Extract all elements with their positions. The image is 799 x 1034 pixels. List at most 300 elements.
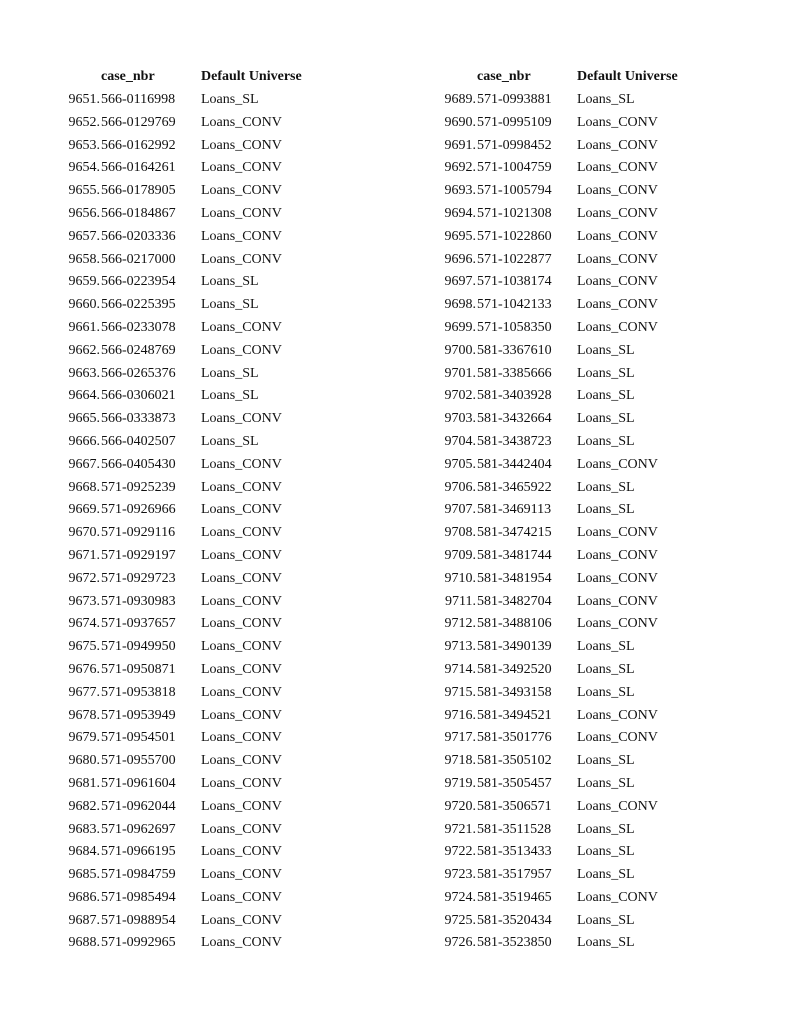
row-index: 9676. [68,661,100,677]
table-row [44,659,351,682]
row-index: 9695. [444,228,476,244]
table-row [44,226,351,249]
table-row [420,705,727,728]
table-row [420,249,727,272]
case-nbr-cell: 571-0950871 [101,661,176,677]
row-index: 9682. [68,798,100,814]
table-row [420,203,727,226]
universe-cell: Loans_CONV [201,319,282,335]
left-table [44,64,351,955]
universe-cell: Loans_CONV [577,251,658,267]
index-header [44,64,100,89]
case-nbr-cell: 571-0995109 [477,114,552,130]
case-nbr-cell: 571-0962697 [101,821,176,837]
universe-cell: Loans_SL [577,821,635,837]
header-row [44,64,351,89]
table-row [44,180,351,203]
row-index: 9666. [68,433,100,449]
row-index: 9655. [68,183,100,199]
case-nbr-cell: 566-0162992 [101,137,176,153]
row-index: 9684. [68,844,100,860]
table-row [420,135,727,158]
case-nbr-cell: 566-0233078 [101,319,176,335]
universe-cell: Loans_SL [201,297,259,313]
row-index: 9713. [444,639,476,655]
row-index: 9722. [444,844,476,860]
universe-cell: Loans_CONV [201,616,282,632]
case-nbr-cell: 571-0993881 [477,92,552,107]
table-row [44,545,351,568]
universe-cell: Loans_SL [201,388,259,404]
row-index: 9675. [68,639,100,655]
case-nbr-cell: 581-3482704 [477,593,552,609]
row-index: 9658. [68,251,100,267]
row-index: 9681. [68,775,100,791]
universe-cell: Loans_SL [577,502,635,518]
row-index: 9699. [444,319,476,335]
table-row [420,841,727,864]
row-index: 9667. [68,456,100,472]
universe-cell: Loans_SL [201,365,259,381]
right-table-body [420,89,727,955]
row-index: 9703. [444,411,476,427]
case-nbr-cell: 581-3493158 [477,684,552,700]
table-row [44,112,351,135]
universe-cell: Loans_CONV [201,411,282,427]
case-nbr-cell: 581-3474215 [477,525,552,541]
case-nbr-cell: 581-3511528 [477,821,552,837]
universe-cell: Loans_CONV [577,319,658,335]
row-index: 9718. [444,753,476,769]
universe-cell: Loans_CONV [577,707,658,723]
case-nbr-cell: 566-0217000 [101,251,176,267]
universe-cell: Loans_CONV [201,160,282,176]
case-nbr-cell: 571-1022877 [477,251,552,267]
table-row [420,499,727,522]
universe-cell: Loans_CONV [201,183,282,199]
table-row [420,727,727,750]
row-index: 9663. [68,365,100,381]
table-row [44,431,351,454]
table-row [44,89,351,112]
table-row [44,385,351,408]
case-nbr-cell: 566-0306021 [101,388,176,404]
case-nbr-cell: 566-0405430 [101,456,176,472]
universe-cell: Loans_CONV [577,547,658,563]
case-nbr-cell: 571-0953949 [101,707,176,723]
universe-cell: Loans_SL [577,433,635,449]
row-index: 9698. [444,297,476,313]
row-index: 9662. [68,342,100,358]
universe-cell: Loans_SL [577,775,635,791]
case-nbr-cell: 566-0164261 [101,160,176,176]
row-index: 9677. [68,684,100,700]
table-row [44,887,351,910]
case-nbr-cell: 581-3432664 [477,411,552,427]
index-header [420,64,476,89]
default-universe-header: Default Universe [577,69,678,84]
universe-cell: Loans_CONV [577,160,658,176]
case-nbr-cell: 581-3519465 [477,889,552,905]
universe-cell: Loans_CONV [577,114,658,130]
case-nbr-cell: 571-0929723 [101,570,176,586]
universe-cell: Loans_CONV [201,479,282,495]
row-index: 9714. [444,661,476,677]
universe-cell: Loans_CONV [201,661,282,677]
table-row [420,545,727,568]
row-index: 9725. [444,912,476,928]
case-nbr-cell: 571-0937657 [101,616,176,632]
table-row [44,864,351,887]
case-nbr-cell: 581-3490139 [477,639,552,655]
table-row [44,682,351,705]
universe-cell: Loans_CONV [577,183,658,199]
universe-cell: Loans_CONV [201,251,282,267]
row-index: 9708. [444,525,476,541]
universe-cell: Loans_CONV [577,228,658,244]
universe-cell: Loans_CONV [577,570,658,586]
header-row [420,64,727,89]
case-nbr-cell: 581-3403928 [477,388,552,404]
table-row [420,294,727,317]
default-universe-header: Default Universe [201,69,302,84]
table-row [44,705,351,728]
case-nbr-cell: 566-0248769 [101,342,176,358]
row-index: 9719. [444,775,476,791]
table-row [420,477,727,500]
table-row [44,271,351,294]
case-nbr-cell: 571-0954501 [101,730,176,746]
table-row [44,773,351,796]
case-nbr-cell: 581-3481744 [477,547,552,563]
case-nbr-cell: 571-0988954 [101,912,176,928]
universe-cell: Loans_CONV [201,912,282,928]
row-index: 9679. [68,730,100,746]
row-index: 9717. [444,730,476,746]
row-index: 9673. [68,593,100,609]
universe-cell: Loans_CONV [201,844,282,860]
table-row [44,499,351,522]
universe-cell: Loans_CONV [201,525,282,541]
case-nbr-cell: 581-3513433 [477,844,552,860]
universe-cell: Loans_CONV [577,274,658,290]
universe-cell: Loans_SL [577,365,635,381]
universe-cell: Loans_CONV [201,456,282,472]
case-nbr-cell: 566-0184867 [101,205,176,221]
universe-cell: Loans_CONV [577,593,658,609]
universe-cell: Loans_CONV [201,730,282,746]
row-index: 9668. [68,479,100,495]
universe-cell: Loans_SL [577,92,635,107]
case-nbr-cell: 581-3517957 [477,867,552,883]
universe-cell: Loans_CONV [201,935,282,951]
row-index: 9701. [444,365,476,381]
table-row [420,454,727,477]
row-index: 9705. [444,456,476,472]
universe-cell: Loans_CONV [577,297,658,313]
row-index: 9674. [68,616,100,632]
row-index: 9715. [444,684,476,700]
table-row [44,613,351,636]
universe-cell: Loans_CONV [201,137,282,153]
universe-cell: Loans_CONV [577,205,658,221]
table-row [44,522,351,545]
table-row [44,477,351,500]
case-nbr-cell: 581-3442404 [477,456,552,472]
universe-cell: Loans_CONV [201,593,282,609]
case-nbr-cell: 566-0225395 [101,297,176,313]
table-row [44,317,351,340]
case-nbr-cell: 571-1021308 [477,205,552,221]
table-row [420,568,727,591]
table-row [420,750,727,773]
table-row [44,157,351,180]
case-nbr-cell: 571-0962044 [101,798,176,814]
universe-cell: Loans_CONV [577,525,658,541]
universe-cell: Loans_SL [577,388,635,404]
table-row [420,910,727,933]
row-index: 9652. [68,114,100,130]
right-table [420,64,727,955]
case-nbr-cell: 581-3438723 [477,433,552,449]
case-nbr-cell: 571-0961604 [101,775,176,791]
universe-cell: Loans_SL [577,912,635,928]
row-index: 9702. [444,388,476,404]
row-index: 9716. [444,707,476,723]
row-index: 9712. [444,616,476,632]
table-row [420,613,727,636]
universe-cell: Loans_SL [201,92,259,107]
table-row [44,294,351,317]
table-row [420,591,727,614]
universe-cell: Loans_CONV [201,753,282,769]
universe-cell: Loans_CONV [577,456,658,472]
row-index: 9672. [68,570,100,586]
universe-cell: Loans_SL [577,479,635,495]
row-index: 9659. [68,274,100,290]
universe-cell: Loans_CONV [201,821,282,837]
case-nbr-cell: 571-1038174 [477,274,552,290]
row-index: 9689. [444,92,476,107]
universe-cell: Loans_CONV [201,684,282,700]
case-nbr-cell: 566-0203336 [101,228,176,244]
case-nbr-cell: 571-0929197 [101,547,176,563]
table-row [420,864,727,887]
case-nbr-cell: 581-3367610 [477,342,552,358]
universe-cell: Loans_SL [577,639,635,655]
row-index: 9664. [68,388,100,404]
universe-cell: Loans_CONV [577,137,658,153]
universe-cell: Loans_CONV [577,798,658,814]
row-index: 9700. [444,342,476,358]
case-nbr-cell: 571-0926966 [101,502,176,518]
case-nbr-cell: 571-0925239 [101,479,176,495]
universe-cell: Loans_SL [201,274,259,290]
row-index: 9692. [444,160,476,176]
case-nbr-cell: 581-3505102 [477,753,552,769]
table-row [420,157,727,180]
row-index: 9660. [68,297,100,313]
universe-cell: Loans_CONV [577,889,658,905]
table-row [44,568,351,591]
case-nbr-cell: 581-3492520 [477,661,552,677]
table-row [44,819,351,842]
row-index: 9669. [68,502,100,518]
table-row [44,910,351,933]
table-row [420,180,727,203]
case-nbr-cell: 581-3523850 [477,935,552,951]
table-row [420,385,727,408]
row-index: 9685. [68,867,100,883]
universe-cell: Loans_CONV [201,547,282,563]
row-index: 9686. [68,889,100,905]
table-row [420,363,727,386]
row-index: 9680. [68,753,100,769]
row-index: 9670. [68,525,100,541]
table-row [44,636,351,659]
row-index: 9694. [444,205,476,221]
row-index: 9661. [68,319,100,335]
row-index: 9711. [445,593,476,609]
case-nbr-cell: 571-1004759 [477,160,552,176]
table-row [420,773,727,796]
case-nbr-cell: 581-3481954 [477,570,552,586]
case-nbr-header: case_nbr [477,69,531,84]
case-nbr-cell: 581-3469113 [477,502,552,518]
case-nbr-cell: 571-1058350 [477,319,552,335]
table-row [44,932,351,955]
universe-cell: Loans_CONV [201,342,282,358]
table-row [44,454,351,477]
case-nbr-cell: 571-0985494 [101,889,176,905]
universe-cell: Loans_CONV [201,570,282,586]
row-index: 9687. [68,912,100,928]
case-nbr-cell: 571-0953818 [101,684,176,700]
row-index: 9724. [444,889,476,905]
case-nbr-cell: 571-1005794 [477,183,552,199]
table-row [420,819,727,842]
universe-cell: Loans_SL [577,867,635,883]
table-row [420,659,727,682]
table-row [420,340,727,363]
row-index: 9726. [444,935,476,951]
table-row [44,841,351,864]
universe-cell: Loans_SL [201,433,259,449]
table-row [44,135,351,158]
table-row [420,522,727,545]
row-index: 9723. [444,867,476,883]
case-nbr-cell: 571-0966195 [101,844,176,860]
row-index: 9696. [444,251,476,267]
row-index: 9688. [68,935,100,951]
universe-cell: Loans_CONV [577,730,658,746]
universe-cell: Loans_CONV [201,867,282,883]
case-nbr-cell: 581-3465922 [477,479,552,495]
case-nbr-cell: 566-0129769 [101,114,176,130]
universe-cell: Loans_CONV [201,775,282,791]
universe-cell: Loans_SL [577,753,635,769]
row-index: 9683. [68,821,100,837]
case-nbr-cell: 566-0402507 [101,433,176,449]
table-row [44,340,351,363]
case-nbr-cell: 571-0949950 [101,639,176,655]
row-index: 9665. [68,411,100,427]
row-index: 9720. [444,798,476,814]
row-index: 9678. [68,707,100,723]
case-nbr-cell: 581-3488106 [477,616,552,632]
table-row [420,408,727,431]
case-nbr-header: case_nbr [101,69,155,84]
row-index: 9656. [68,205,100,221]
universe-cell: Loans_SL [577,844,635,860]
table-row [44,203,351,226]
row-index: 9710. [444,570,476,586]
case-nbr-cell: 566-0265376 [101,365,176,381]
row-index: 9706. [444,479,476,495]
universe-cell: Loans_CONV [201,205,282,221]
row-index: 9690. [444,114,476,130]
table-row [44,727,351,750]
case-nbr-cell: 566-0178905 [101,183,176,199]
row-index: 9693. [444,183,476,199]
row-index: 9697. [444,274,476,290]
universe-cell: Loans_SL [577,342,635,358]
universe-cell: Loans_CONV [201,639,282,655]
table-row [420,636,727,659]
row-index: 9671. [68,547,100,563]
table-row [44,363,351,386]
table-row [420,796,727,819]
case-nbr-cell: 571-0929116 [101,525,176,541]
case-nbr-cell: 581-3494521 [477,707,552,723]
universe-cell: Loans_CONV [201,114,282,130]
table-row [44,591,351,614]
case-nbr-cell: 581-3506571 [477,798,552,814]
table-row [420,89,727,112]
case-nbr-cell: 571-0955700 [101,753,176,769]
universe-cell: Loans_SL [577,411,635,427]
row-index: 9651. [68,92,100,107]
case-nbr-cell: 571-1042133 [477,297,552,313]
universe-cell: Loans_CONV [201,798,282,814]
table-row [44,796,351,819]
universe-cell: Loans_CONV [201,228,282,244]
case-nbr-cell: 566-0223954 [101,274,176,290]
case-nbr-cell: 566-0116998 [101,92,176,107]
table-row [420,317,727,340]
table-row [44,750,351,773]
case-nbr-cell: 581-3385666 [477,365,552,381]
table-row [420,682,727,705]
case-nbr-cell: 581-3520434 [477,912,552,928]
table-row [420,431,727,454]
universe-cell: Loans_CONV [577,616,658,632]
case-nbr-cell: 566-0333873 [101,411,176,427]
row-index: 9654. [68,160,100,176]
case-nbr-cell: 571-0992965 [101,935,176,951]
universe-cell: Loans_CONV [201,707,282,723]
table-row [44,249,351,272]
table-row [420,226,727,249]
row-index: 9691. [444,137,476,153]
case-nbr-cell: 581-3501776 [477,730,552,746]
universe-cell: Loans_SL [577,935,635,951]
row-index: 9657. [68,228,100,244]
case-nbr-cell: 571-0930983 [101,593,176,609]
row-index: 9707. [444,502,476,518]
table-row [420,887,727,910]
row-index: 9709. [444,547,476,563]
